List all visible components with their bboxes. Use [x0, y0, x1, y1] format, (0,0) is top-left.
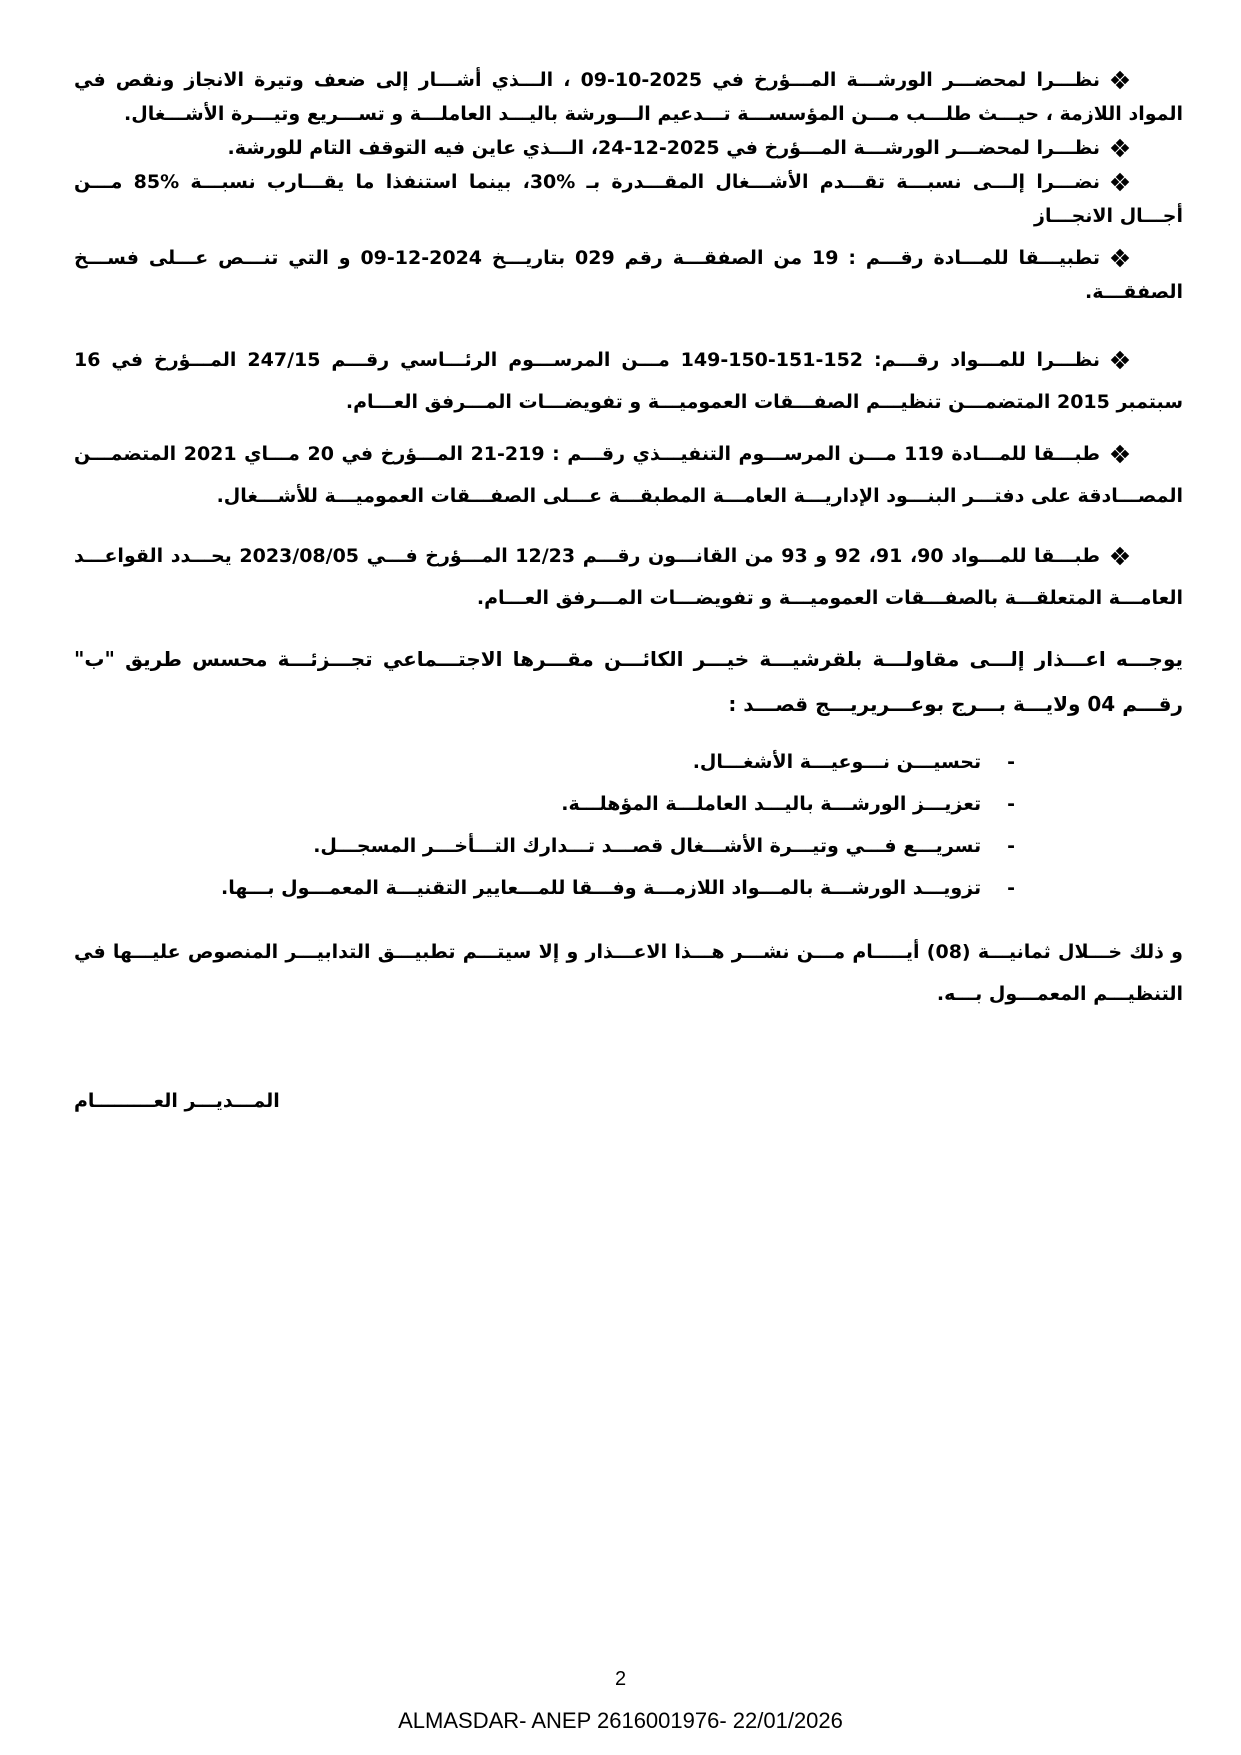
bullet-item [74, 535, 1183, 619]
bullet-text: نظـــرا للمـــواد رقـــم: 152-151-150-149 مـــن المرســـوم الرئـــاسي رقـــم 247/15 المـــؤرخ في 16 سبتمبر 2015 المتضمـــن تنظيـــم الصفـــقات العموميـــة و تفويضـــات المـــرفق العـــام. [74, 349, 1183, 413]
bullet-item [74, 131, 1183, 165]
anep-imprint-footer: ALMASDAR- ANEP 2616001976- 22/01/2026 [398, 1708, 843, 1733]
diamond-bullet-icon [1112, 352, 1128, 368]
bullet-text: نظـــرا لمحضـــر الورشـــة المـــؤرخ في 2025-12-24، الـــذي عاين فيه التوقف التام للورشة. [227, 137, 1100, 159]
bullet-item [74, 165, 1183, 233]
dash-icon: - [1007, 793, 1015, 815]
diamond-bullet-icon [1112, 548, 1128, 564]
dash-icon: - [1007, 835, 1015, 857]
page-number: 2 [614, 1668, 627, 1690]
demand-text: تعزيـــز الورشـــة باليـــد العاملـــة المؤهلـــة. [561, 793, 982, 815]
diamond-bullet-icon [1112, 140, 1128, 156]
dash-icon: - [1007, 877, 1015, 899]
list-item [74, 825, 1015, 867]
demand-text: تزويـــد الورشـــة بالمـــواد اللازمـــة وفـــقا للمـــعايير التقنيـــة المعمـــول بـــها. [221, 877, 982, 899]
bullet-text: طبـــقا للمـــواد 90، 91، 92 و 93 من القانـــون رقـــم 12/23 المـــؤرخ فـــي 2023/08/05 يحـــدد القواعـــد العامـــة المتعلقـــة بالصفـــقات العموميـــة و تفويضـــات المـــرفق العـــام. [74, 545, 1183, 609]
formal-notice-paragraph: يوجـــه اعـــذار إلـــى مقاولـــة بلقرشيـــة خيـــر الكائـــن مقـــرها الاجتـــماعي تجـــزئـــة محسس طريق "ب" رقـــم 04 ولايـــة بـــرج بوعـــريريـــج قصـــد : [74, 647, 1183, 716]
bullet-text: نظـــرا لمحضـــر الورشـــة المـــؤرخ في 2025-10-09 ، الـــذي أشـــار إلى ضعف وتيرة الانجاز ونقص في المواد اللازمة ، حيـــث طلـــب مـــن المؤسســـة تـــدعيم الـــورشة باليـــد العاملـــة و تســـريع وتيـــرة الأشـــغال. [74, 69, 1183, 125]
bullet-item [74, 339, 1183, 423]
bullet-item [74, 63, 1183, 131]
diamond-bullet-icon [1112, 174, 1128, 190]
list-item [74, 783, 1015, 825]
bullet-text: طبـــقا للمـــادة 119 مـــن المرســـوم التنفيـــذي رقـــم : 219-21 المـــؤرخ في 20 مـــاي 2021 المتضمـــن المصـــادقة على دفتـــر البنـــود الإداريـــة العامـــة المطبقـــة عـــلى الصفـــقات العموميـــة للأشـــغال. [74, 443, 1183, 507]
bullet-text: تطبيـــقا للمـــادة رقـــم : 19 من الصفقـــة رقم 029 بتاريـــخ 2024-12-09 و التي تنـــص عـــلى فســـخ الصفقـــة. [74, 247, 1183, 303]
dash-icon: - [1007, 751, 1015, 773]
diamond-bullet-icon [1112, 446, 1128, 462]
bullet-text: نضـــرا إلـــى نسبـــة تقـــدم الأشـــغال المقـــدرة بـ %30، بينما استنفذا ما يقـــارب نسبـــة %85 مـــن أجـــال الانجـــاز [74, 171, 1183, 227]
notice-body [74, 63, 1183, 1112]
bullet-item [74, 241, 1183, 309]
deadline-paragraph: و ذلك خـــلال ثمانيـــة (08) أيـــــام مـــن نشـــر هـــذا الاعـــذار و إلا سيتـــم تطبيـــق التدابيـــر المنصوص عليـــها في التنظيـــم المعمـــول بـــه. [74, 941, 1183, 1005]
list-item [74, 741, 1015, 783]
diamond-bullet-icon [1112, 250, 1128, 266]
demand-text: تحسيـــن نـــوعيـــة الأشغـــال. [692, 751, 982, 773]
demand-list [74, 741, 1183, 909]
diamond-bullet-icon [1112, 72, 1128, 88]
demand-text: تسريـــع فـــي وتيـــرة الأشـــغال قصـــد تـــدارك التـــأخـــر المسجـــل. [313, 835, 982, 857]
bullet-item [74, 433, 1183, 517]
general-manager-signature: المـــديـــر العـــــــــام [74, 1090, 280, 1112]
list-item [74, 867, 1015, 909]
